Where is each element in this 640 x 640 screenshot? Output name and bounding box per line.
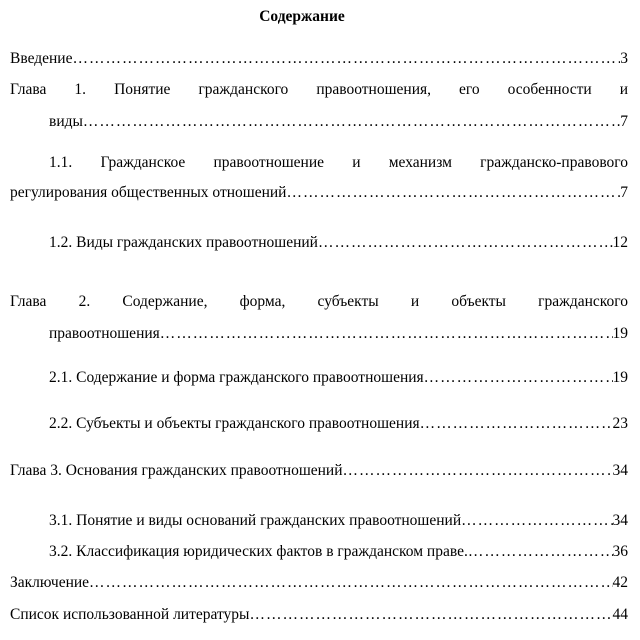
toc-entry-page: 19 <box>612 325 628 342</box>
toc-entry-section-1-2 <box>49 232 628 254</box>
toc-entry-page: 34 <box>612 512 628 529</box>
toc-entry-chapter-2-line1: Глава 2. Содержание, форма, субъекты и объекты гражданского <box>10 293 628 310</box>
leader-dots <box>286 182 620 204</box>
toc-entry-text: регулирования общественных отношений <box>10 184 287 201</box>
toc-entry-text: 2.1. Содержание и форма гражданского правоотношения <box>49 369 424 386</box>
leader-dots <box>89 572 612 594</box>
toc-entry-page: 34 <box>612 462 628 479</box>
toc-entry-page: 3 <box>620 50 628 67</box>
toc-entry-page: 23 <box>612 415 628 432</box>
leader-dots <box>420 413 613 435</box>
toc-entry-text: Глава 3. Основания гражданских правоотношений <box>10 462 343 479</box>
toc-entry-bibliography <box>10 604 628 626</box>
toc-entry-introduction <box>10 48 628 70</box>
toc-entry-chapter-1-line2 <box>49 111 628 133</box>
toc-title: Содержание <box>259 8 345 25</box>
leader-dots <box>461 510 612 532</box>
toc-entry-chapter-3 <box>10 460 628 482</box>
toc-entry-page: 36 <box>612 543 628 560</box>
toc-entry-text: 2.2. Субъекты и объекты гражданского правоотношения <box>49 415 420 432</box>
leader-dots <box>343 460 613 482</box>
toc-entry-text: 3.2. Классификация юридических фактов в гражданском праве. <box>49 543 468 560</box>
toc-entry-text: 1.2. Виды гражданских правоотношений <box>49 234 318 251</box>
toc-entry-section-1-1-line2 <box>10 182 628 204</box>
toc-entry-page: 19 <box>612 369 628 386</box>
leader-dots <box>468 541 613 563</box>
toc-entry-chapter-2-line2 <box>49 323 628 345</box>
leader-dots <box>249 604 612 626</box>
toc-entry-section-2-2 <box>49 413 628 435</box>
toc-entry-text: Введение <box>10 50 73 67</box>
toc-entry-page: 7 <box>620 184 628 201</box>
toc-entry-section-3-1 <box>49 510 628 532</box>
leader-dots <box>318 232 613 254</box>
toc-entry-section-3-2 <box>49 541 628 563</box>
toc-entry-page: 42 <box>612 574 628 591</box>
toc-entry-text: Список использованной литературы <box>10 606 250 623</box>
toc-entry-text: правоотношения <box>49 325 160 342</box>
leader-dots <box>72 48 620 70</box>
leader-dots <box>83 111 620 133</box>
toc-entry-page: 44 <box>612 606 628 623</box>
toc-entry-page: 12 <box>612 234 628 251</box>
leader-dots <box>424 367 613 389</box>
toc-entry-section-1-1-line1: 1.1. Гражданское правоотношение и механизм гражданско-правового <box>49 154 628 171</box>
leader-dots <box>160 323 613 345</box>
toc-entry-text: виды <box>49 113 83 130</box>
toc-entry-section-2-1 <box>49 367 628 389</box>
toc-entry-page: 7 <box>620 113 628 130</box>
toc-entry-conclusion <box>10 572 628 594</box>
toc-entry-text: 3.1. Понятие и виды оснований гражданских правоотношений <box>49 512 462 529</box>
toc-entry-chapter-1-line1: Глава 1. Понятие гражданского правоотношения, его особенности и <box>10 81 628 98</box>
toc-entry-text: Заключение <box>10 574 90 591</box>
